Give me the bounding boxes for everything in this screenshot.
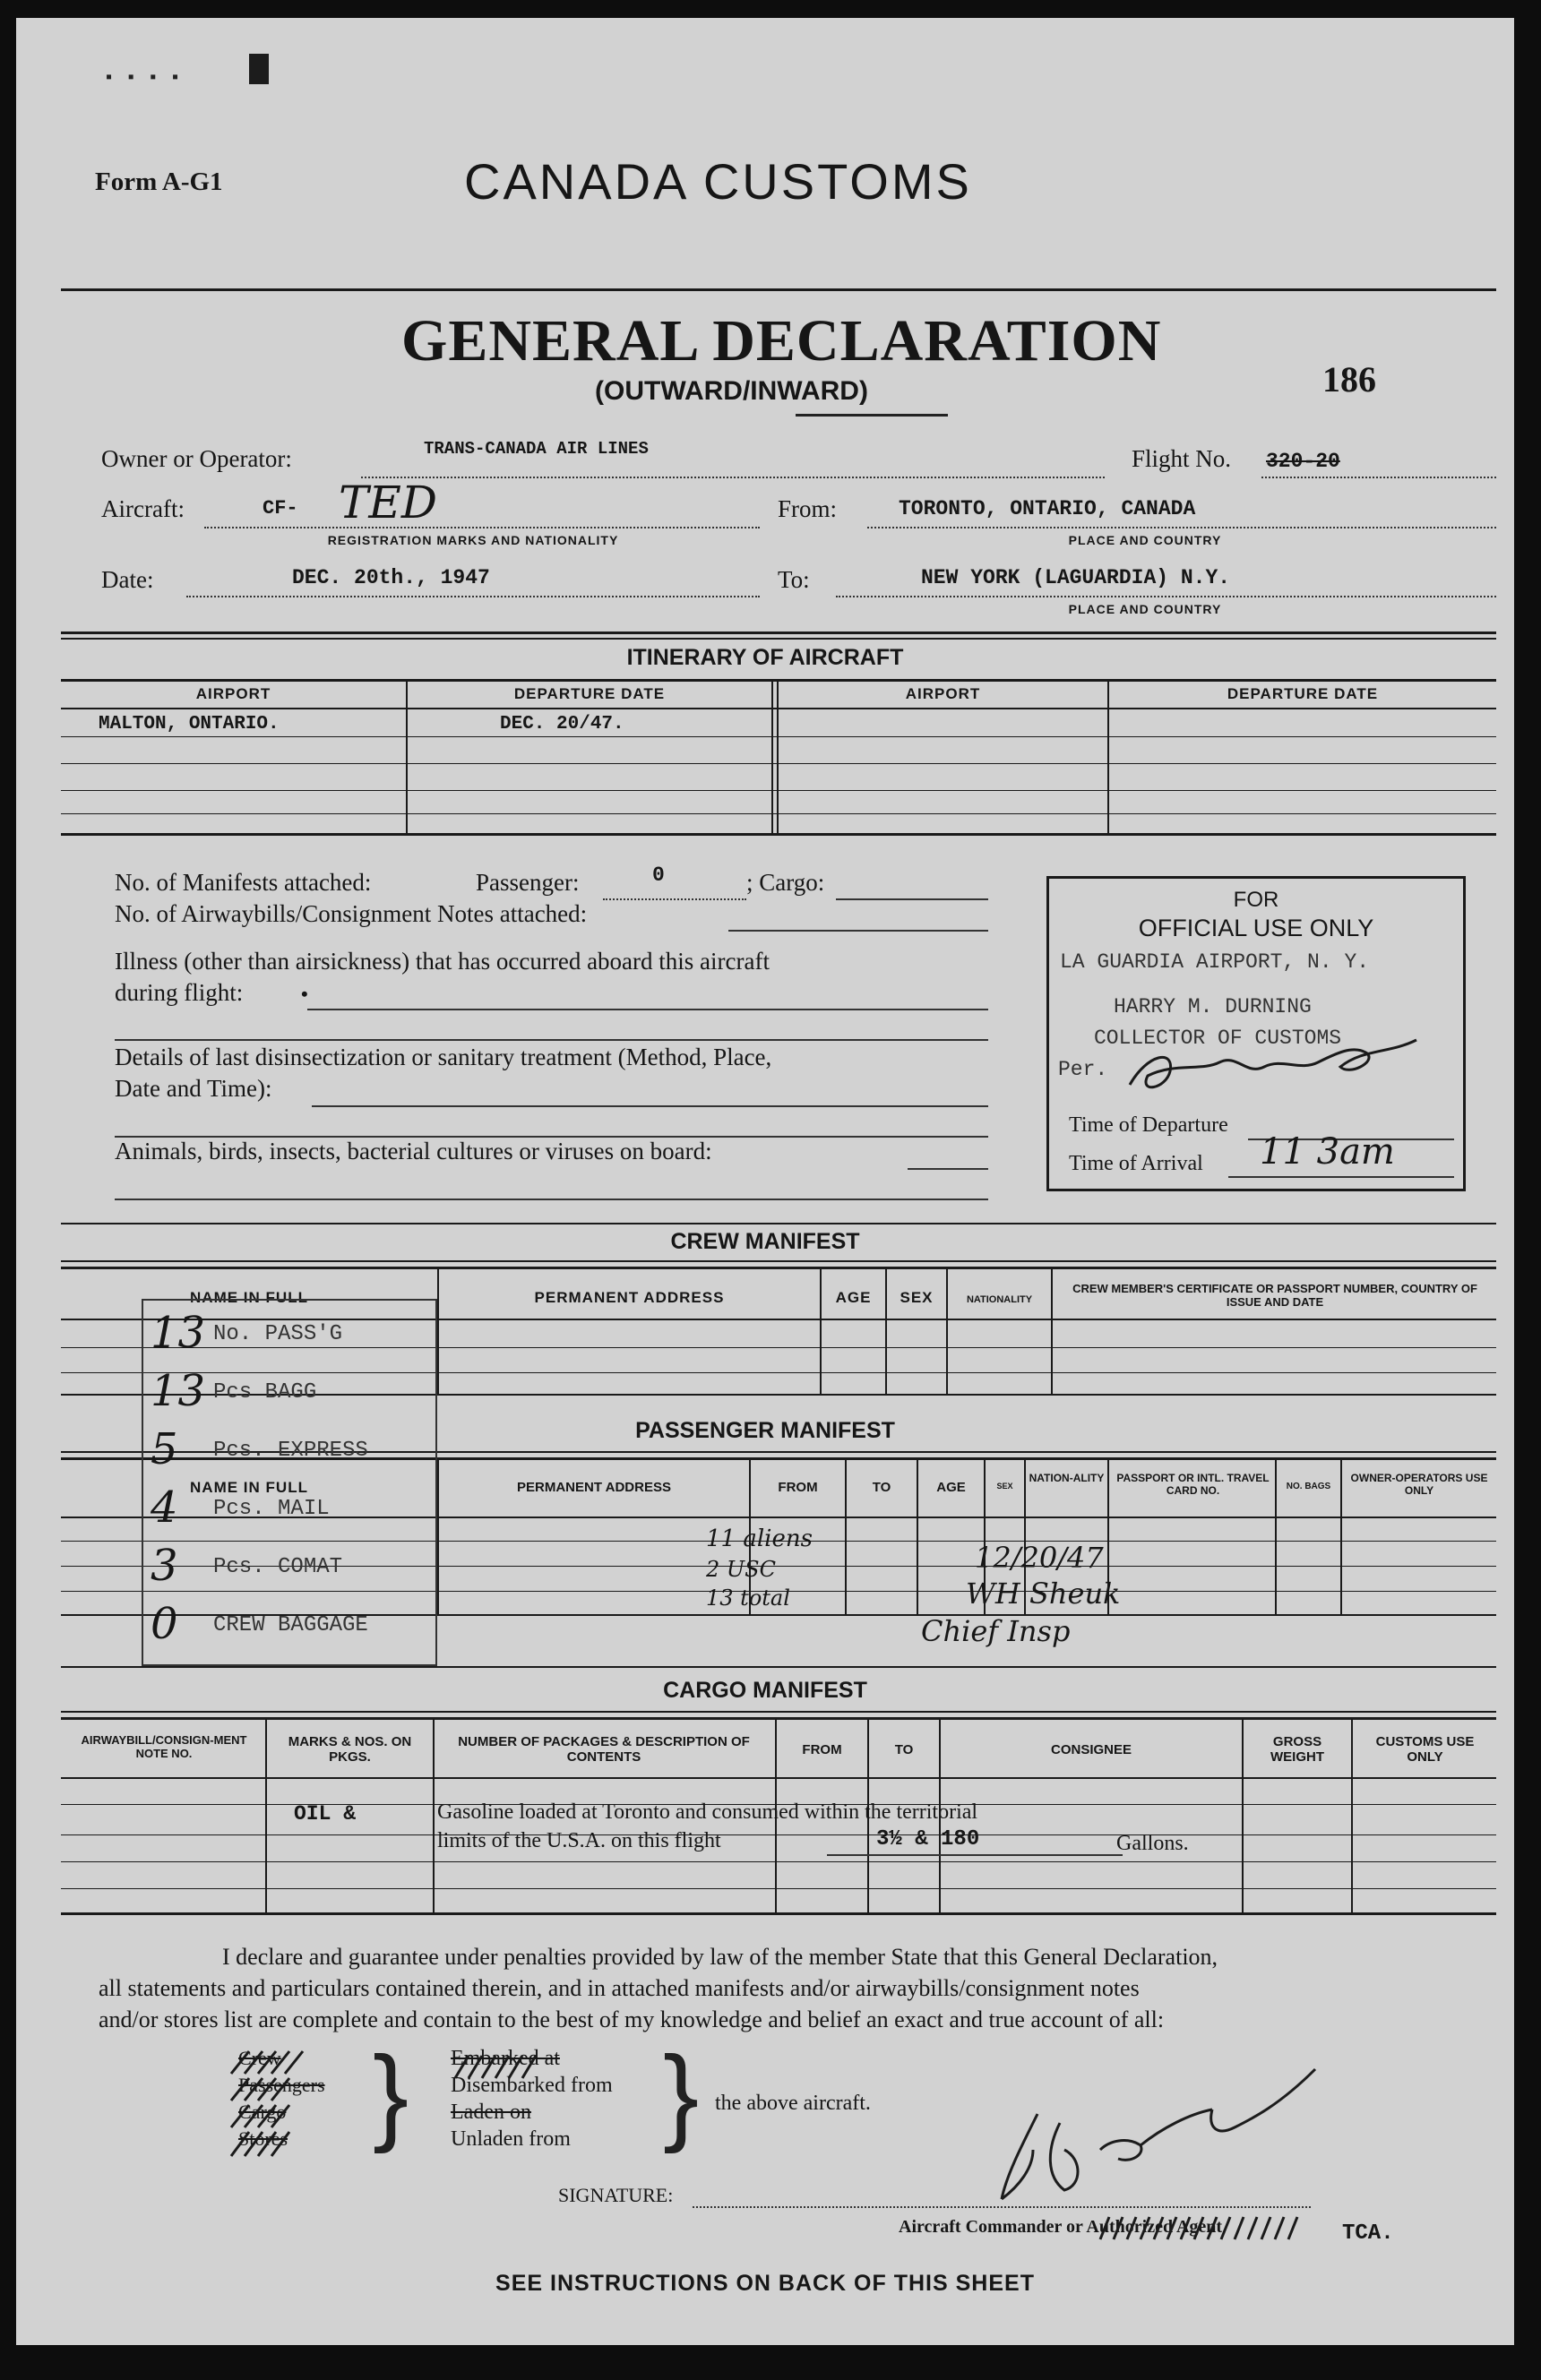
inward-underline xyxy=(796,414,948,417)
cargo-col-1 xyxy=(265,1719,267,1914)
pax-hand-signer: WH Sheuk xyxy=(966,1577,1121,1611)
count-label: No. PASS'G xyxy=(213,1322,343,1346)
declaration-line-2: all statements and particulars contained therein, and in attached manifests and/or airwaybills/consignment notes xyxy=(99,1975,1140,2001)
aircraft-value: CF- xyxy=(263,497,298,520)
count-stamp-row-5 xyxy=(142,1599,437,1653)
pax-hand-aliens: 11 aliens xyxy=(706,1525,813,1552)
count-stamp-row-0 xyxy=(142,1308,437,1362)
disinsect-label-1: Details of last disinsectization or sanitary treatment (Method, Place, xyxy=(115,1044,772,1070)
count-label: Pcs. EXPRESS xyxy=(213,1439,368,1463)
scan-marks: ▪ ▪ ▪ ▪ xyxy=(106,67,185,87)
owner-label: Owner or Operator: xyxy=(101,445,292,472)
stamp-line-collector-title: COLLECTOR OF CUSTOMS xyxy=(1094,1027,1342,1050)
itin-header-date-1: DEPARTURE DATE xyxy=(513,685,666,702)
pax-header-passport: PASSPORT OR INTL. TRAVEL CARD NO. xyxy=(1116,1472,1270,1497)
crew-header-address: PERMANENT ADDRESS xyxy=(534,1289,725,1306)
decl-mid-list xyxy=(451,2047,684,2181)
decl-left-passengers: Passengers xyxy=(238,2074,325,2096)
itin-row-rule-2 xyxy=(61,736,1496,737)
itinerary-col-3 xyxy=(1107,681,1109,833)
crew-header-name: NAME IN FULL xyxy=(190,1289,308,1306)
crew-header-age: AGE xyxy=(835,1289,872,1306)
scan-mark-block xyxy=(249,54,269,84)
itin-row-rule-5 xyxy=(61,813,1496,814)
itin-row-rule-3 xyxy=(61,763,1496,764)
count-number: 4 xyxy=(151,1482,178,1533)
count-number: 13 xyxy=(151,1308,206,1358)
decl-left-stores: Stores xyxy=(238,2127,288,2150)
pax-header-name: NAME IN FULL xyxy=(190,1479,308,1496)
crew-col-1 xyxy=(437,1268,439,1394)
animals-label: Animals, birds, insects, bacterial cultures or viruses on board: xyxy=(115,1138,712,1164)
cargo-header-weight: GROSS WEIGHT xyxy=(1270,1734,1324,1766)
pax-header-age: AGE xyxy=(936,1480,966,1495)
aircraft-note: REGISTRATION MARKS AND NATIONALITY xyxy=(327,533,619,547)
owner-line xyxy=(361,477,1105,478)
cargo-row-rule-1 xyxy=(61,1777,1496,1779)
signature-line xyxy=(693,2206,1311,2208)
declaration-form xyxy=(16,18,1514,2345)
cargo-row-rule-3 xyxy=(61,1834,1496,1835)
manifests-passenger-label: Passenger: xyxy=(476,869,580,896)
stamp-line-per: Per. xyxy=(1058,1058,1108,1081)
official-use-box xyxy=(1046,876,1466,1191)
pax-header-address: PERMANENT ADDRESS xyxy=(517,1480,671,1495)
decl-mid-laden: Laden on xyxy=(451,2101,531,2124)
pax-hand-title: Chief Insp xyxy=(921,1614,1071,1648)
cargo-gasoline-line-1: Gasoline loaded at Toronto and consumed within the territorial xyxy=(437,1800,978,1824)
cargo-gasoline-amount: 3½ & 180 xyxy=(876,1827,980,1852)
count-number: 0 xyxy=(151,1599,178,1649)
illness-label-2: during flight: xyxy=(115,979,244,1006)
signature-label: SIGNATURE: xyxy=(558,2184,674,2206)
crew-header-sex: SEX xyxy=(900,1289,934,1306)
cargo-header-packages: NUMBER OF PACKAGES & DESCRIPTION OF CONTENTS xyxy=(458,1734,750,1766)
pax-hand-usc: 2 USC xyxy=(706,1557,776,1582)
arrival-time-line xyxy=(1228,1176,1454,1178)
crew-rule-top xyxy=(61,1223,1496,1224)
decl-mid-embarked: Embarked at xyxy=(451,2047,560,2070)
count-stamp-row-1 xyxy=(142,1366,437,1420)
cargo-col-2 xyxy=(433,1719,435,1914)
tca-mark: TCA. xyxy=(1342,2221,1394,2246)
cargo-header-consignee: CONSIGNEE xyxy=(1050,1742,1132,1757)
pax-header-from: FROM xyxy=(778,1480,818,1495)
signatory-strikeout xyxy=(1096,2214,1311,2241)
crew-title: CREW MANIFEST xyxy=(670,1229,860,1254)
official-use-for: FOR xyxy=(1233,888,1279,912)
pax-header-nationality: NATION-ALITY xyxy=(1029,1472,1105,1484)
disinsect-line xyxy=(312,1105,988,1107)
to-label: To: xyxy=(778,566,810,593)
declaration-line-1: I declare and guarantee under penalties provided by law of the member State that this General Declaration, xyxy=(222,1944,1218,1970)
agency-title: CANADA CUSTOMS xyxy=(464,153,972,210)
arrival-time-label: Time of Arrival xyxy=(1069,1152,1203,1175)
crew-rule-top-3 xyxy=(61,1267,1496,1269)
decl-mid-unladen: Unladen from xyxy=(451,2127,571,2151)
crew-col-2 xyxy=(820,1268,822,1394)
crew-col-5 xyxy=(1051,1268,1053,1394)
count-number: 13 xyxy=(151,1366,206,1416)
itinerary-col-2a xyxy=(771,681,773,833)
cargo-col-7 xyxy=(1351,1719,1353,1914)
itin-date-value: DEC. 20/47. xyxy=(500,714,624,735)
animals-line-2 xyxy=(115,1199,988,1200)
cargo-gasoline-unit: Gallons. xyxy=(1116,1832,1189,1855)
itin-header-date-2: DEPARTURE DATE xyxy=(1227,685,1379,702)
form-number: Form A-G1 xyxy=(95,168,223,196)
cargo-header-customs: CUSTOMS USE ONLY xyxy=(1375,1734,1475,1766)
crew-header-nationality: NATIONALITY xyxy=(966,1294,1033,1305)
itinerary-header-rule xyxy=(61,679,1496,682)
itin-row-rule-1 xyxy=(61,708,1496,709)
decl-brace-right: } xyxy=(663,2034,700,2154)
pax-hand-total: 13 total xyxy=(706,1585,790,1611)
direction-label: (OUTWARD/INWARD) xyxy=(595,376,868,406)
count-label: Pcs. COMAT xyxy=(213,1555,343,1579)
to-line xyxy=(836,596,1496,597)
cargo-marks-value: OIL & xyxy=(294,1802,357,1826)
cargo-col-6 xyxy=(1242,1719,1244,1914)
decl-left-crew: Crew xyxy=(238,2047,281,2069)
pax-header-sex: SEX xyxy=(996,1482,1013,1491)
cargo-header-airwaybill: AIRWAYBILL/CONSIGN-MENT NOTE NO. xyxy=(81,1733,247,1760)
manifests-passenger-value: 0 xyxy=(652,864,665,887)
illness-label-1: Illness (other than airsickness) that has occurred aboard this aircraft xyxy=(115,948,770,975)
departure-time-label: Time of Departure xyxy=(1069,1113,1228,1137)
illness-line xyxy=(307,1009,988,1010)
itinerary-col-2b xyxy=(777,681,779,833)
crew-col-3 xyxy=(885,1268,887,1394)
flight-line xyxy=(1261,477,1496,478)
manifests-label: No. of Manifests attached: xyxy=(115,869,372,896)
crew-header-certificate: CREW MEMBER'S CERTIFICATE OR PASSPORT NUMBER, COUNTRY OF ISSUE AND DATE xyxy=(1072,1282,1477,1309)
itin-airport-value: MALTON, ONTARIO. xyxy=(99,714,280,735)
date-label: Date: xyxy=(101,566,154,593)
cargo-rule-top-3 xyxy=(61,1717,1496,1720)
official-use-title: OFFICIAL USE ONLY xyxy=(1138,915,1374,941)
count-number: 5 xyxy=(151,1424,178,1474)
cargo-gasoline-line-2: limits of the U.S.A. on this flight xyxy=(437,1829,721,1852)
signatory-label: Aircraft Commander or Authorized Agent xyxy=(899,2217,1223,2237)
header-rule xyxy=(61,288,1496,291)
itin-header-airport-1: AIRPORT xyxy=(195,685,271,702)
itinerary-col-1 xyxy=(406,681,408,833)
decl-brace-left: } xyxy=(373,2034,409,2154)
cargo-row-rule-4 xyxy=(61,1861,1496,1862)
crew-col-4 xyxy=(946,1268,948,1394)
from-line xyxy=(867,527,1496,528)
aircraft-label: Aircraft: xyxy=(101,495,185,522)
aircraft-line xyxy=(204,527,760,528)
crew-rule-top-2 xyxy=(61,1260,1496,1262)
official-signature xyxy=(1121,1035,1425,1107)
arrival-time-value: 11 3am xyxy=(1260,1131,1395,1173)
count-label: CREW BAGGAGE xyxy=(213,1613,368,1637)
from-note: PLACE AND COUNTRY xyxy=(1068,533,1222,547)
itinerary-rule-top xyxy=(61,632,1496,634)
count-stamp-row-2 xyxy=(142,1424,437,1478)
count-label: Pcs BAGG xyxy=(213,1380,317,1405)
itin-bottom-rule xyxy=(61,833,1496,836)
count-label: Pcs. MAIL xyxy=(213,1497,330,1521)
aircraft-handwritten: TED xyxy=(339,477,437,528)
date-value: DEC. 20th., 1947 xyxy=(292,566,490,589)
passenger-count-line xyxy=(603,898,746,900)
animals-line xyxy=(908,1168,988,1170)
decl-mid-disembarked: Disembarked from xyxy=(451,2074,613,2097)
itin-header-airport-2: AIRPORT xyxy=(905,685,981,702)
serial-number: 186 xyxy=(1322,359,1376,400)
itin-row-rule-4 xyxy=(61,790,1496,791)
pax-header-owner: OWNER-OPERATORS USE ONLY xyxy=(1350,1472,1488,1497)
count-number: 3 xyxy=(151,1541,178,1591)
from-value: TORONTO, ONTARIO, CANADA xyxy=(899,497,1196,520)
airwaybills-line xyxy=(728,930,988,932)
passenger-title: PASSENGER MANIFEST xyxy=(635,1418,895,1443)
decl-aircraft-text: the above aircraft. xyxy=(715,2092,871,2115)
cargo-header-to: TO xyxy=(894,1742,914,1757)
cargo-row-rule-5 xyxy=(61,1888,1496,1889)
cargo-bottom-rule xyxy=(61,1912,1496,1915)
flight-value: 320-20 xyxy=(1266,450,1340,473)
owner-value: TRANS-CANADA AIR LINES xyxy=(424,439,649,459)
disinsect-label-2: Date and Time): xyxy=(115,1075,272,1102)
illness-value-mark: • xyxy=(301,983,308,1005)
itinerary-title: ITINERARY OF AIRCRAFT xyxy=(626,645,904,670)
illness-line-2 xyxy=(115,1039,988,1041)
cargo-rule-top-2 xyxy=(61,1711,1496,1713)
pax-hand-date: 12/20/47 xyxy=(975,1541,1104,1575)
cargo-gasoline-amount-line xyxy=(827,1854,1123,1856)
count-stamp-row-4 xyxy=(142,1541,437,1594)
manifests-cargo-label: ; Cargo: xyxy=(746,869,825,896)
cargo-rule-top xyxy=(61,1666,1496,1668)
footer-instructions: SEE INSTRUCTIONS ON BACK OF THIS SHEET xyxy=(495,2271,1035,2296)
to-value: NEW YORK (LAGUARDIA) N.Y. xyxy=(921,566,1231,589)
cargo-header-marks: MARKS & NOS. ON PKGS. xyxy=(288,1734,412,1766)
airwaybills-label: No. of Airwaybills/Consignment Notes attached: xyxy=(115,900,588,927)
stamp-line-collector-name: HARRY M. DURNING xyxy=(1114,995,1312,1018)
decl-left-cargo: Cargo xyxy=(238,2101,287,2123)
stamp-line-airport: LA GUARDIA AIRPORT, N. Y. xyxy=(1060,950,1370,974)
to-note: PLACE AND COUNTRY xyxy=(1068,602,1222,616)
cargo-title: CARGO MANIFEST xyxy=(663,1678,867,1703)
decl-left-strikeout xyxy=(222,2047,330,2163)
pax-header-to: TO xyxy=(872,1480,891,1495)
count-stamp-row-3 xyxy=(142,1482,437,1536)
commander-signature xyxy=(984,2042,1360,2212)
cargo-header-from: FROM xyxy=(802,1742,842,1757)
declaration-line-3: and/or stores list are complete and contain to the best of my knowledge and belief an exact and true account of all: xyxy=(99,2006,1165,2032)
cargo-count-line xyxy=(836,898,988,900)
pax-header-bags: NO. BAGS xyxy=(1286,1482,1331,1491)
from-label: From: xyxy=(778,495,838,522)
document-title: GENERAL DECLARATION xyxy=(401,308,1162,374)
flight-label: Flight No. xyxy=(1132,445,1232,472)
date-line xyxy=(186,596,760,597)
decl-mid-strikeout xyxy=(451,2047,585,2083)
itinerary-rule-top-2 xyxy=(61,638,1496,640)
